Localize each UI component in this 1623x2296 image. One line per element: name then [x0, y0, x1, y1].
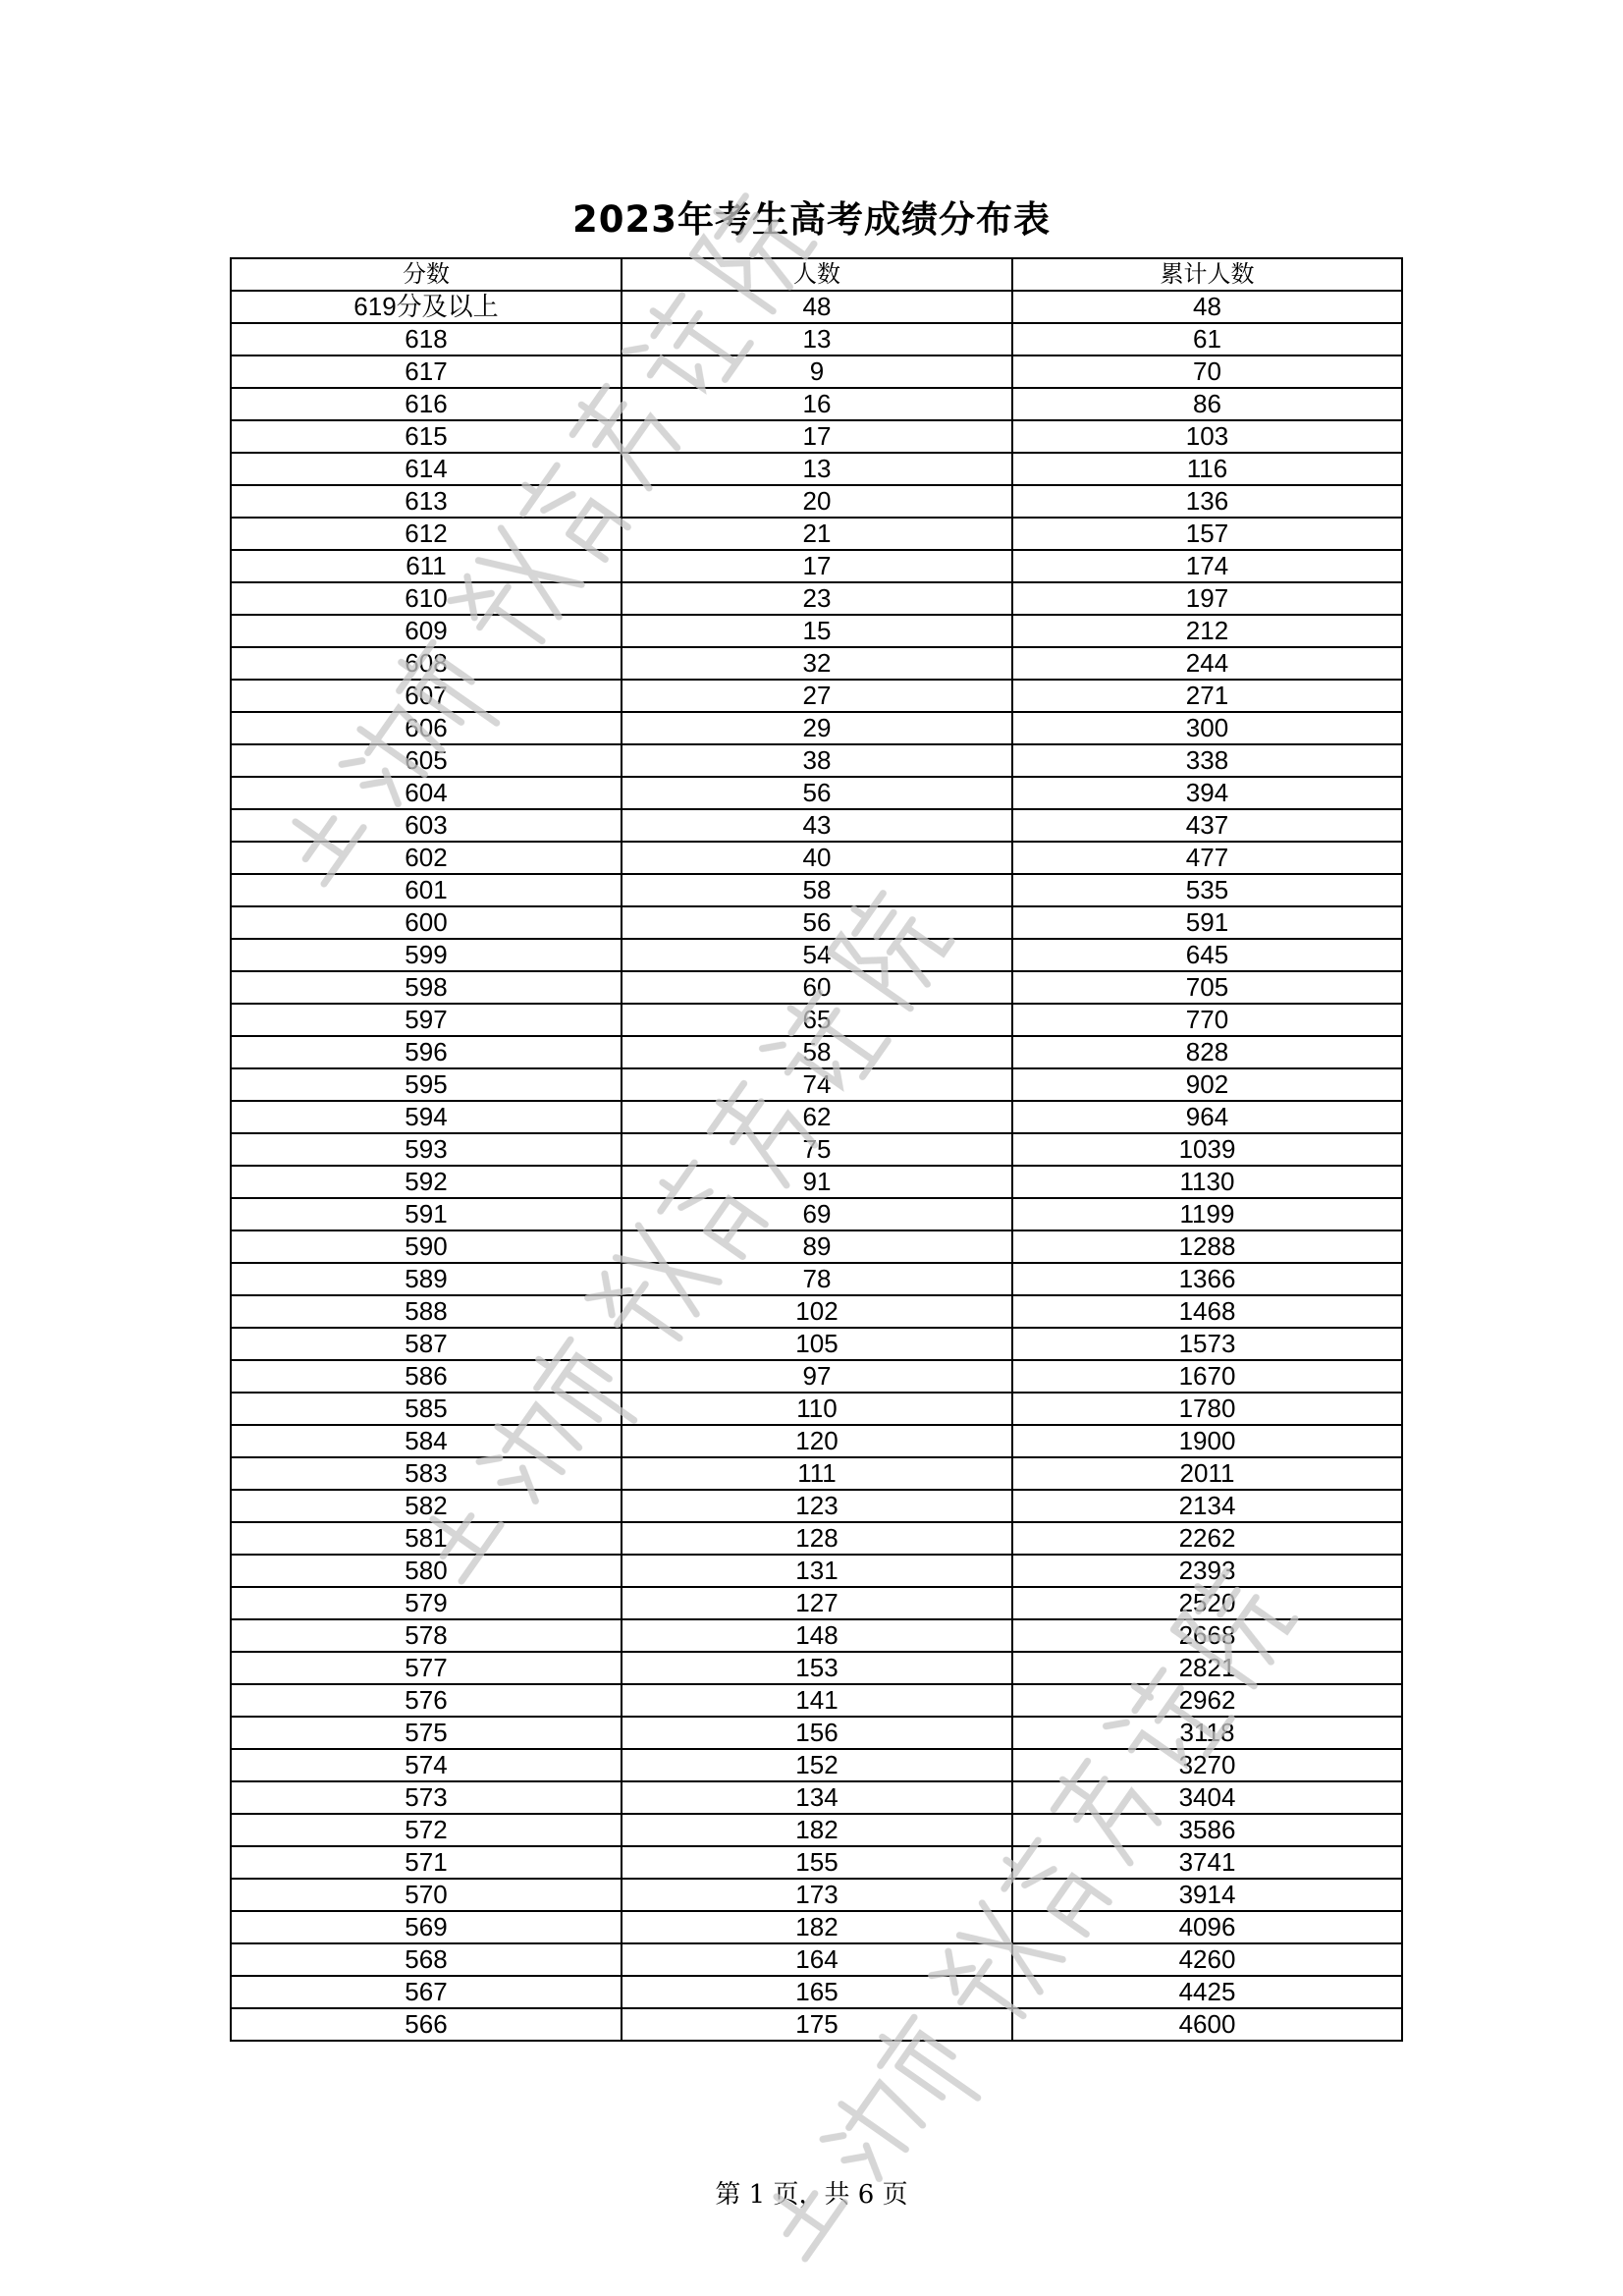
- cell-count: 60: [622, 971, 1012, 1004]
- cell-count: 155: [622, 1846, 1012, 1879]
- cell-score: 582: [231, 1490, 622, 1522]
- table-row: [231, 323, 1402, 355]
- cell-count: 153: [622, 1652, 1012, 1684]
- cell-score: 593: [231, 1133, 622, 1166]
- cell-score: 575: [231, 1717, 622, 1749]
- table-row: [231, 1166, 1402, 1198]
- cell-score: 604: [231, 777, 622, 809]
- cell-count: 141: [622, 1684, 1012, 1717]
- table-row: [231, 453, 1402, 485]
- cell-cumulative: 338: [1012, 744, 1402, 777]
- cell-score: 606: [231, 712, 622, 744]
- cell-score: 592: [231, 1166, 622, 1198]
- cell-cumulative: 271: [1012, 680, 1402, 712]
- header-cumulative: 累计人数: [1012, 258, 1402, 291]
- cell-count: 148: [622, 1619, 1012, 1652]
- cell-count: 164: [622, 1943, 1012, 1976]
- cell-score: 567: [231, 1976, 622, 2008]
- cell-cumulative: 1130: [1012, 1166, 1402, 1198]
- cell-cumulative: 1573: [1012, 1328, 1402, 1360]
- cell-count: 17: [622, 420, 1012, 453]
- cell-cumulative: 70: [1012, 355, 1402, 388]
- cell-score: 608: [231, 647, 622, 680]
- cell-score: 615: [231, 420, 622, 453]
- cell-cumulative: 1288: [1012, 1230, 1402, 1263]
- table-row: [231, 1814, 1402, 1846]
- cell-count: 27: [622, 680, 1012, 712]
- cell-count: 111: [622, 1457, 1012, 1490]
- cell-count: 120: [622, 1425, 1012, 1457]
- cell-score: 576: [231, 1684, 622, 1717]
- cell-count: 165: [622, 1976, 1012, 2008]
- cell-count: 23: [622, 582, 1012, 615]
- cell-cumulative: 4096: [1012, 1911, 1402, 1943]
- cell-cumulative: 2668: [1012, 1619, 1402, 1652]
- cell-score: 577: [231, 1652, 622, 1684]
- table-row: [231, 842, 1402, 874]
- cell-score: 595: [231, 1068, 622, 1101]
- cell-score: 583: [231, 1457, 622, 1490]
- cell-count: 38: [622, 744, 1012, 777]
- cell-count: 75: [622, 1133, 1012, 1166]
- cell-cumulative: 1468: [1012, 1295, 1402, 1328]
- cell-cumulative: 4425: [1012, 1976, 1402, 2008]
- cell-score: 596: [231, 1036, 622, 1068]
- cell-count: 56: [622, 777, 1012, 809]
- cell-cumulative: 1039: [1012, 1133, 1402, 1166]
- cell-cumulative: 3586: [1012, 1814, 1402, 1846]
- table-row: [231, 388, 1402, 420]
- cell-count: 89: [622, 1230, 1012, 1263]
- table-row: [231, 1230, 1402, 1263]
- table-row: [231, 939, 1402, 971]
- cell-cumulative: 212: [1012, 615, 1402, 647]
- cell-cumulative: 103: [1012, 420, 1402, 453]
- cell-score: 569: [231, 1911, 622, 1943]
- cell-score: 609: [231, 615, 622, 647]
- cell-count: 43: [622, 809, 1012, 842]
- cell-cumulative: 2393: [1012, 1555, 1402, 1587]
- cell-score: 589: [231, 1263, 622, 1295]
- cell-count: 62: [622, 1101, 1012, 1133]
- cell-count: 127: [622, 1587, 1012, 1619]
- page-footer: 第 1 页，共 6 页: [715, 2180, 908, 2210]
- table-header-row: [231, 258, 1402, 291]
- cell-score: 607: [231, 680, 622, 712]
- cell-cumulative: 157: [1012, 518, 1402, 550]
- cell-cumulative: 1780: [1012, 1393, 1402, 1425]
- cell-score: 619分及以上: [231, 291, 622, 323]
- cell-score: 599: [231, 939, 622, 971]
- table-row: [231, 1328, 1402, 1360]
- cell-cumulative: 174: [1012, 550, 1402, 582]
- table-row: [231, 1457, 1402, 1490]
- cell-score: 597: [231, 1004, 622, 1036]
- cell-count: 97: [622, 1360, 1012, 1393]
- table-row: [231, 809, 1402, 842]
- table-row: [231, 420, 1402, 453]
- cell-count: 13: [622, 323, 1012, 355]
- cell-count: 102: [622, 1295, 1012, 1328]
- table-row: [231, 1393, 1402, 1425]
- table-row: [231, 647, 1402, 680]
- cell-count: 131: [622, 1555, 1012, 1587]
- cell-score: 611: [231, 550, 622, 582]
- cell-cumulative: 3118: [1012, 1717, 1402, 1749]
- cell-cumulative: 770: [1012, 1004, 1402, 1036]
- cell-score: 585: [231, 1393, 622, 1425]
- cell-count: 13: [622, 453, 1012, 485]
- cell-score: 587: [231, 1328, 622, 1360]
- cell-cumulative: 244: [1012, 647, 1402, 680]
- cell-cumulative: 645: [1012, 939, 1402, 971]
- cell-cumulative: 535: [1012, 874, 1402, 906]
- table-row: [231, 1360, 1402, 1393]
- table-row: [231, 1846, 1402, 1879]
- table-row: [231, 550, 1402, 582]
- table-row: [231, 1749, 1402, 1781]
- cell-score: 580: [231, 1555, 622, 1587]
- cell-count: 32: [622, 647, 1012, 680]
- cell-score: 612: [231, 518, 622, 550]
- cell-count: 54: [622, 939, 1012, 971]
- cell-count: 91: [622, 1166, 1012, 1198]
- table-row: [231, 582, 1402, 615]
- cell-score: 588: [231, 1295, 622, 1328]
- cell-cumulative: 300: [1012, 712, 1402, 744]
- cell-score: 594: [231, 1101, 622, 1133]
- table-row: [231, 1425, 1402, 1457]
- cell-score: 591: [231, 1198, 622, 1230]
- cell-count: 16: [622, 388, 1012, 420]
- cell-count: 15: [622, 615, 1012, 647]
- table-row: [231, 615, 1402, 647]
- table-row: [231, 1684, 1402, 1717]
- cell-count: 20: [622, 485, 1012, 518]
- cell-score: 570: [231, 1879, 622, 1911]
- cell-cumulative: 828: [1012, 1036, 1402, 1068]
- table-body: [231, 258, 1402, 2041]
- cell-score: 618: [231, 323, 622, 355]
- cell-cumulative: 2134: [1012, 1490, 1402, 1522]
- cell-count: 156: [622, 1717, 1012, 1749]
- cell-cumulative: 136: [1012, 485, 1402, 518]
- cell-cumulative: 2962: [1012, 1684, 1402, 1717]
- cell-count: 128: [622, 1522, 1012, 1555]
- cell-score: 584: [231, 1425, 622, 1457]
- cell-cumulative: 197: [1012, 582, 1402, 615]
- table-row: [231, 1068, 1402, 1101]
- table-row: [231, 1101, 1402, 1133]
- cell-score: 566: [231, 2008, 622, 2041]
- table-row: [231, 680, 1402, 712]
- cell-cumulative: 437: [1012, 809, 1402, 842]
- table-row: [231, 1717, 1402, 1749]
- table-row: [231, 1522, 1402, 1555]
- cell-score: 605: [231, 744, 622, 777]
- cell-cumulative: 3914: [1012, 1879, 1402, 1911]
- table-row: [231, 1555, 1402, 1587]
- cell-score: 581: [231, 1522, 622, 1555]
- header-count: 人数: [622, 258, 1012, 291]
- table-row: [231, 1587, 1402, 1619]
- cell-cumulative: 2821: [1012, 1652, 1402, 1684]
- cell-score: 602: [231, 842, 622, 874]
- cell-cumulative: 2262: [1012, 1522, 1402, 1555]
- cell-cumulative: 4600: [1012, 2008, 1402, 2041]
- table-row: [231, 1295, 1402, 1328]
- cell-cumulative: 1366: [1012, 1263, 1402, 1295]
- cell-cumulative: 48: [1012, 291, 1402, 323]
- cell-score: 586: [231, 1360, 622, 1393]
- cell-count: 56: [622, 906, 1012, 939]
- table-row: [231, 1652, 1402, 1684]
- table-row: [231, 744, 1402, 777]
- cell-score: 573: [231, 1781, 622, 1814]
- cell-count: 58: [622, 874, 1012, 906]
- table-row: [231, 777, 1402, 809]
- table-row: [231, 1490, 1402, 1522]
- cell-cumulative: 902: [1012, 1068, 1402, 1101]
- cell-count: 182: [622, 1814, 1012, 1846]
- cell-count: 48: [622, 291, 1012, 323]
- table-row: [231, 1911, 1402, 1943]
- cell-count: 69: [622, 1198, 1012, 1230]
- cell-cumulative: 3741: [1012, 1846, 1402, 1879]
- cell-count: 9: [622, 355, 1012, 388]
- cell-count: 123: [622, 1490, 1012, 1522]
- cell-count: 40: [622, 842, 1012, 874]
- cell-score: 613: [231, 485, 622, 518]
- table-row: [231, 1619, 1402, 1652]
- table-row: [231, 2008, 1402, 2041]
- table-row: [231, 1036, 1402, 1068]
- table-row: [231, 355, 1402, 388]
- cell-count: 58: [622, 1036, 1012, 1068]
- cell-cumulative: 1670: [1012, 1360, 1402, 1393]
- cell-cumulative: 591: [1012, 906, 1402, 939]
- cell-score: 600: [231, 906, 622, 939]
- table-row: [231, 1943, 1402, 1976]
- cell-cumulative: 394: [1012, 777, 1402, 809]
- cell-cumulative: 116: [1012, 453, 1402, 485]
- table-row: [231, 1879, 1402, 1911]
- cell-score: 601: [231, 874, 622, 906]
- cell-count: 134: [622, 1781, 1012, 1814]
- cell-count: 74: [622, 1068, 1012, 1101]
- cell-cumulative: 1900: [1012, 1425, 1402, 1457]
- cell-count: 21: [622, 518, 1012, 550]
- cell-count: 65: [622, 1004, 1012, 1036]
- cell-score: 571: [231, 1846, 622, 1879]
- cell-cumulative: 477: [1012, 842, 1402, 874]
- cell-score: 574: [231, 1749, 622, 1781]
- cell-cumulative: 4260: [1012, 1943, 1402, 1976]
- header-score: 分数: [231, 258, 622, 291]
- cell-cumulative: 61: [1012, 323, 1402, 355]
- cell-count: 110: [622, 1393, 1012, 1425]
- cell-cumulative: 705: [1012, 971, 1402, 1004]
- table-row: [231, 906, 1402, 939]
- cell-score: 603: [231, 809, 622, 842]
- table-row: [231, 874, 1402, 906]
- cell-count: 78: [622, 1263, 1012, 1295]
- cell-cumulative: 2520: [1012, 1587, 1402, 1619]
- cell-score: 598: [231, 971, 622, 1004]
- cell-score: 578: [231, 1619, 622, 1652]
- score-distribution-table: [230, 257, 1403, 2042]
- cell-count: 182: [622, 1911, 1012, 1943]
- cell-cumulative: 86: [1012, 388, 1402, 420]
- cell-count: 152: [622, 1749, 1012, 1781]
- cell-score: 616: [231, 388, 622, 420]
- table-row: [231, 1198, 1402, 1230]
- cell-count: 175: [622, 2008, 1012, 2041]
- cell-cumulative: 1199: [1012, 1198, 1402, 1230]
- cell-count: 105: [622, 1328, 1012, 1360]
- cell-count: 29: [622, 712, 1012, 744]
- table-row: [231, 291, 1402, 323]
- cell-cumulative: 2011: [1012, 1457, 1402, 1490]
- table-row: [231, 518, 1402, 550]
- cell-score: 610: [231, 582, 622, 615]
- cell-count: 173: [622, 1879, 1012, 1911]
- table-row: [231, 1133, 1402, 1166]
- page-title: 2023年考生高考成绩分布表: [572, 198, 1051, 241]
- table-row: [231, 1004, 1402, 1036]
- table-row: [231, 712, 1402, 744]
- cell-cumulative: 3404: [1012, 1781, 1402, 1814]
- cell-count: 17: [622, 550, 1012, 582]
- cell-score: 579: [231, 1587, 622, 1619]
- table-row: [231, 1976, 1402, 2008]
- table-row: [231, 1781, 1402, 1814]
- table-row: [231, 485, 1402, 518]
- cell-cumulative: 3270: [1012, 1749, 1402, 1781]
- table-row: [231, 1263, 1402, 1295]
- cell-score: 590: [231, 1230, 622, 1263]
- table-row: [231, 971, 1402, 1004]
- cell-cumulative: 964: [1012, 1101, 1402, 1133]
- cell-score: 617: [231, 355, 622, 388]
- cell-score: 572: [231, 1814, 622, 1846]
- cell-score: 614: [231, 453, 622, 485]
- cell-score: 568: [231, 1943, 622, 1976]
